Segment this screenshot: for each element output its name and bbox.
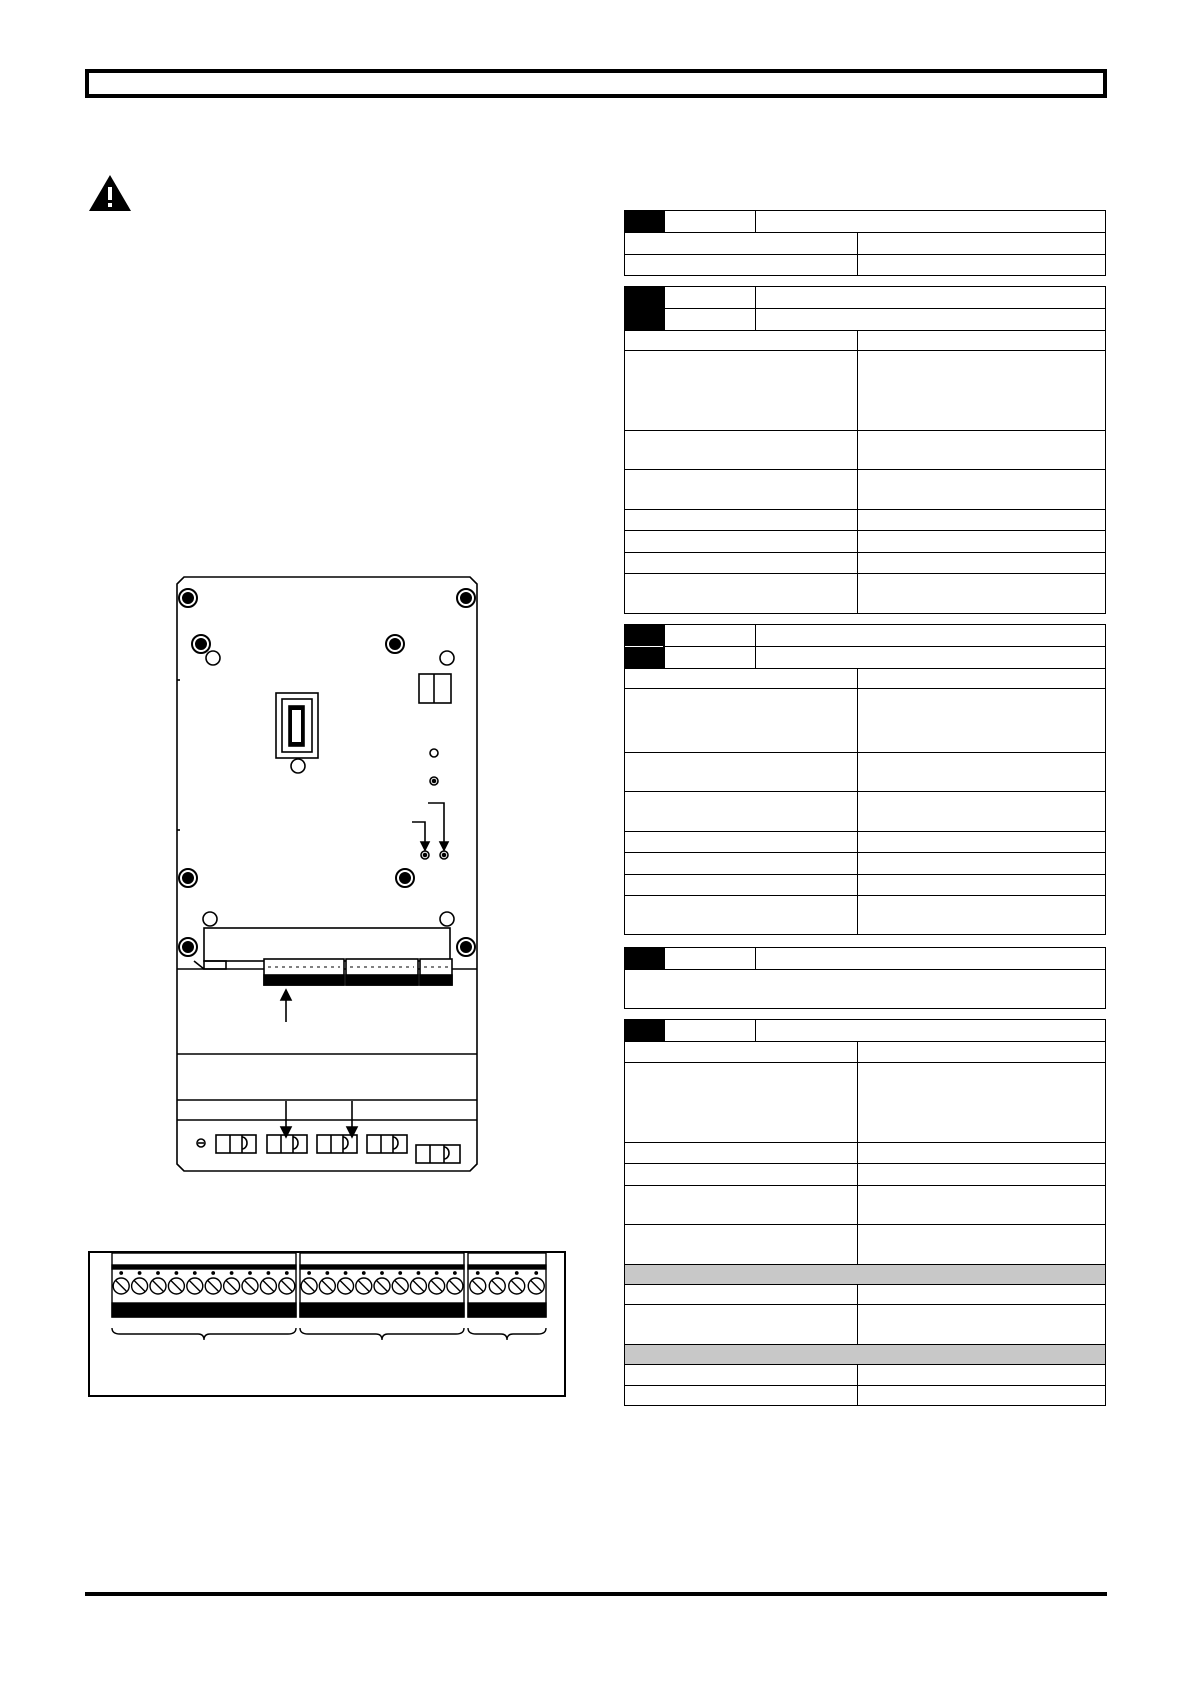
spec-table-4 <box>624 947 1106 1009</box>
table-header <box>625 625 1105 668</box>
table-header <box>625 948 1105 969</box>
spec-table-3 <box>624 624 1106 935</box>
spec-table-5 <box>624 1019 1106 1406</box>
page-header-box <box>85 69 1107 98</box>
warning-icon <box>88 174 132 212</box>
terminal-block-detail <box>88 1251 566 1397</box>
controller-board-diagram <box>176 576 478 1172</box>
section-band <box>625 1344 1105 1364</box>
section-band <box>625 1264 1105 1284</box>
spec-table-2 <box>624 286 1106 614</box>
footer-rule <box>85 1592 1107 1596</box>
table-header <box>625 287 1105 330</box>
table-header <box>625 1020 1105 1041</box>
spec-table-1 <box>624 210 1106 276</box>
table-header <box>625 211 1105 232</box>
